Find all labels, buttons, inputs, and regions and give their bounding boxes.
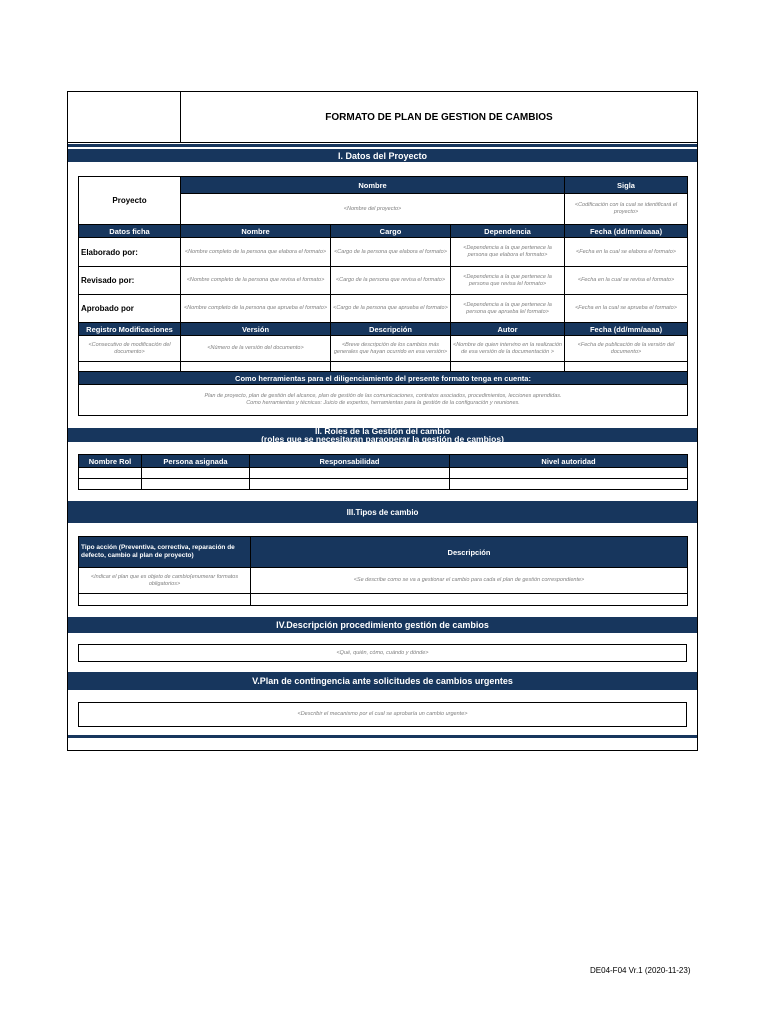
reg-empty-cell[interactable] (181, 362, 331, 372)
roles-cell[interactable] (79, 468, 142, 479)
revisado-label: Revisado por: (79, 267, 181, 295)
roles-cell[interactable] (450, 468, 688, 479)
tipo-accion-header: Tipo acción (Preventiva, correctiva, reparación de defecto, cambio al plan de proyecto) (79, 537, 251, 568)
reg-empty-cell[interactable] (79, 362, 181, 372)
elaborado-nombre-field[interactable]: <Nombre completo de la persona que elabora el formato> (181, 238, 331, 267)
logo-cell (68, 92, 181, 142)
reg-header-fecha: Fecha (dd/mm/aaaa) (565, 323, 688, 336)
tools-line-1: Plan de proyecto, plan de gestión del alcance, plan de gestión de las comunicaciones, contratos asociados, procedimientos, lecciones aprendidas. (204, 393, 562, 399)
change-types-empty-cell[interactable] (251, 594, 688, 606)
section-2-title-line-1: II. Roles de la Gestión del cambio (314, 426, 451, 436)
reg-header-autor: Autor (451, 323, 565, 336)
revisado-nombre-field[interactable]: <Nombre completo de la persona que revisa el formato> (181, 267, 331, 295)
revisado-dependencia-field[interactable]: <Dependencia a la que pertenece la persona que revisa lel formato> (451, 267, 565, 295)
tools-text (79, 385, 688, 416)
nombre-header: Nombre (181, 177, 565, 194)
roles-header-responsabilidad: Responsabilidad (250, 455, 450, 468)
reg-autor-field[interactable]: <Nombre de quien intervino en la realización de esa versión de la documentación > (451, 336, 565, 362)
section-3-title: III.Tipos de cambio (68, 501, 697, 523)
reg-empty-cell[interactable] (331, 362, 451, 372)
reg-empty-cell[interactable] (451, 362, 565, 372)
roles-cell[interactable] (250, 479, 450, 490)
roles-cell[interactable] (79, 479, 142, 490)
section-2-title (68, 428, 697, 442)
reg-fecha-field[interactable]: <Fecha de publicación de la versión del documento> (565, 336, 688, 362)
roles-table (78, 454, 688, 490)
reg-empty-cell[interactable] (565, 362, 688, 372)
roles-header-nivel: Nivel autoridad (450, 455, 688, 468)
aprobado-dependencia-field[interactable]: <Dependencia a la que pertenece la persona que aprueba lel formato> (451, 295, 565, 323)
sigla-header: Sigla (565, 177, 688, 194)
reg-header-descripcion: Descripción (331, 323, 451, 336)
reg-version-field[interactable]: <Número de la versión del documento> (181, 336, 331, 362)
section-1-title: I. Datos del Proyecto (68, 149, 697, 162)
proyecto-label: Proyecto (79, 177, 181, 225)
divider-bar (68, 735, 697, 738)
project-name-field[interactable]: <Nombre del proyecto> (181, 194, 565, 225)
roles-cell[interactable] (142, 479, 250, 490)
aprobado-fecha-field[interactable]: <Fecha en la cual se aprueba el formato> (565, 295, 688, 323)
revisado-cargo-field[interactable]: <Cargo de la persona que revisa el formato> (331, 267, 451, 295)
elaborado-cargo-field[interactable]: <Cargo de la persona que elabora el formato> (331, 238, 451, 267)
aprobado-label: Aprobado por (79, 295, 181, 323)
roles-cell[interactable] (450, 479, 688, 490)
reg-header-version: Versión (181, 323, 331, 336)
document-code: DE04-F04 Vr.1 (2020-11-23) (590, 966, 691, 975)
project-sigla-field[interactable]: <Codificación con la cual se identificará el proyecto> (565, 194, 688, 225)
change-types-empty-cell[interactable] (79, 594, 251, 606)
reg-descripcion-field[interactable]: <Breve descripción de los cambios más generales que hayan ocurrido en esa versión> (331, 336, 451, 362)
elaborado-dependencia-field[interactable]: <Dependencia a la que pertenece la persona que elabora el formato> (451, 238, 565, 267)
tipo-accion-field[interactable]: <Indicar el plan que es objeto de cambio(enumerar formatos obligatorios> (79, 568, 251, 594)
aprobado-nombre-field[interactable]: <Nombre completo de la persona que aprueba el formato> (181, 295, 331, 323)
section-5-title: V.Plan de contingencia ante solicitudes de cambios urgentes (68, 672, 697, 690)
reg-header-registro: Registro Modificaciones (79, 323, 181, 336)
form-frame (67, 91, 698, 751)
reg-consecutivo-field[interactable]: <Consecutivo de modificación del documento> (79, 336, 181, 362)
divider-bar (68, 144, 697, 147)
elaborado-fecha-field[interactable]: <Fecha en la cual se elabora el formato> (565, 238, 688, 267)
elaborado-label: Elaborado por: (79, 238, 181, 267)
procedure-description-field[interactable]: <Qué, quién, cómo, cuándo y dónde> (78, 644, 687, 662)
section-2-title-line-2: (roles que se necesitaran paraoperar la gestión de cambios) (261, 434, 504, 444)
roles-cell[interactable] (142, 468, 250, 479)
roles-header-nombre: Nombre Rol (79, 455, 142, 468)
project-data-table (78, 176, 688, 416)
aprobado-cargo-field[interactable]: <Cargo de la persona que aprueba el formato> (331, 295, 451, 323)
document-header (68, 92, 697, 143)
section-4-title: IV.Descripción procedimiento gestión de cambios (68, 617, 697, 633)
roles-cell[interactable] (250, 468, 450, 479)
document-title: FORMATO DE PLAN DE GESTION DE CAMBIOS (325, 111, 553, 123)
ficha-header-fecha: Fecha (dd/mm/aaaa) (565, 225, 688, 238)
ficha-header-nombre: Nombre (181, 225, 331, 238)
descripcion-field[interactable]: <Se describe como se va a gestionar el cambio para cada el plan de gestión correspondiente> (251, 568, 688, 594)
roles-header-persona: Persona asignada (142, 455, 250, 468)
tools-header: Como herramientas para el diligenciamiento del presente formato tenga en cuenta: (79, 372, 688, 385)
revisado-fecha-field[interactable]: <Fecha en la cual se revisa el formato> (565, 267, 688, 295)
change-types-table (78, 536, 688, 606)
ficha-header-cargo: Cargo (331, 225, 451, 238)
ficha-header-dependencia: Dependencia (451, 225, 565, 238)
contingency-plan-field[interactable]: <Describir el mecanismo por el cual se aprobaría un cambio urgente> (78, 702, 687, 727)
tools-line-2: Como herramientas y técnicas: Juicio de expertos, herramientas para la gestión de la configuración y reuniones. (246, 400, 520, 406)
ficha-header-datos: Datos ficha (79, 225, 181, 238)
descripcion-header: Descripción (251, 537, 688, 568)
